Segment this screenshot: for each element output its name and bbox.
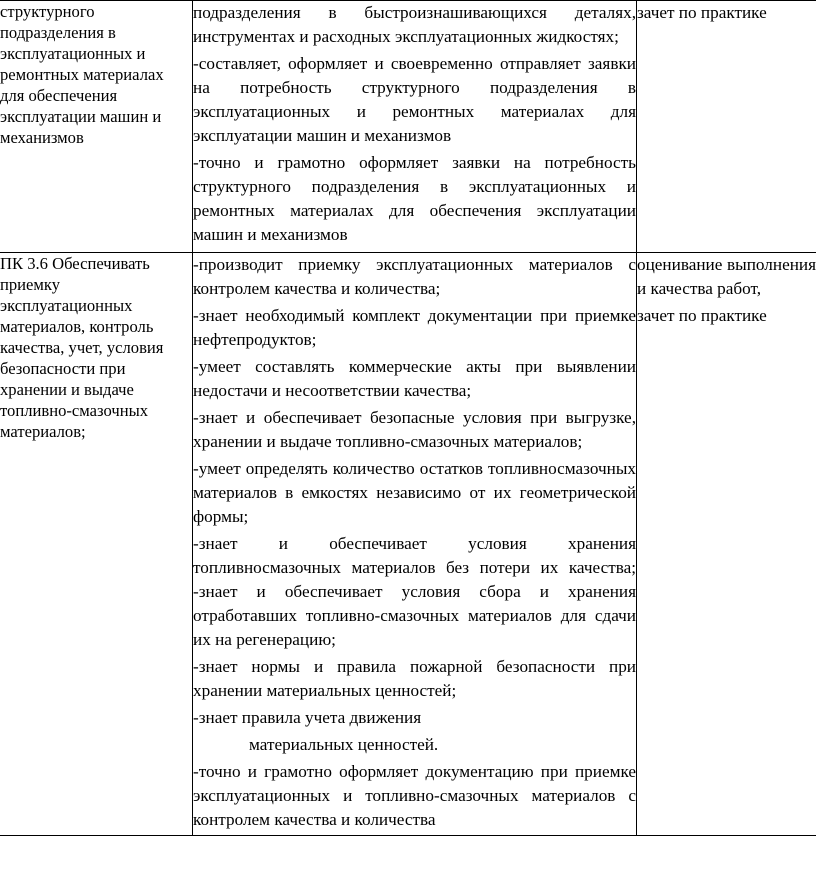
result-item: -производит приемку эксплуатационных материалов с контролем качества и количества;	[193, 255, 636, 298]
result-item: -знает нормы и правила пожарной безопасности при хранении материальных ценностей;	[193, 657, 636, 700]
assessment-item: оценивание выполнения и качества работ,	[637, 255, 816, 298]
result-item: -точно и грамотно оформляет документацию при приемке эксплуатационных и топливно-смазочных материалов с контролем качества и количества	[193, 762, 636, 829]
table-row	[0, 253, 816, 836]
competency-cell	[0, 253, 193, 836]
results-cell	[193, 1, 637, 253]
result-item: -знает правила учета движения	[193, 708, 422, 727]
result-item: -составляет, оформляет и своевременно отправляет заявки на потребность структурного подразделения в эксплуатационных и ремонтных материалах для эксплуатации машин и механизмов	[193, 54, 636, 145]
result-item: -знает и обеспечивает безопасные условия при выгрузке, хранении и выдаче топливно-смазочных материалов;	[193, 408, 636, 451]
competency-text: ПК 3.6 Обеспечивать приемку эксплуатационных материалов, контроль качества, учет, условия безопасности при хранении и выдаче топливно-смазочных материалов;	[0, 254, 164, 441]
result-item: подразделения в быстроизнашивающихся деталях, инструментах и расходных эксплуатационных жидкостях;	[193, 3, 636, 46]
result-item: -знает необходимый комплект документации при приемке нефтепродуктов;	[193, 306, 636, 349]
result-item: -умеет составлять коммерческие акты при выявлении недостачи и несоответствии качества;	[193, 357, 636, 400]
result-item: -умеет определять количество остатков топливносмазочных материалов в емкостях независимо от их геометрической формы;	[193, 459, 636, 526]
result-item: -знает и обеспечивает условия хранения топливносмазочных материалов без потери их качества; -знает и обеспечивает условия сбора и хранения отработавших топливно-смазочных материалов для сдачи их на регенерацию;	[193, 534, 636, 649]
assessment-cell	[637, 253, 816, 836]
assessment-item: зачет по практике	[637, 3, 767, 22]
result-item: -точно и грамотно оформляет заявки на потребность структурного подразделения в эксплуатационных и ремонтных материалах для обеспечения эксплуатации машин и механизмов	[193, 153, 636, 244]
competency-text: структурного подразделения в эксплуатационных и ремонтных материалах для обеспечения эксплуатации машин и механизмов	[0, 2, 164, 147]
assessment-item: зачет по практике	[637, 306, 767, 325]
assessment-cell	[637, 1, 816, 253]
results-cell	[193, 253, 637, 836]
result-item: материальных ценностей.	[249, 735, 439, 754]
competency-cell	[0, 1, 193, 253]
table-row	[0, 1, 816, 253]
